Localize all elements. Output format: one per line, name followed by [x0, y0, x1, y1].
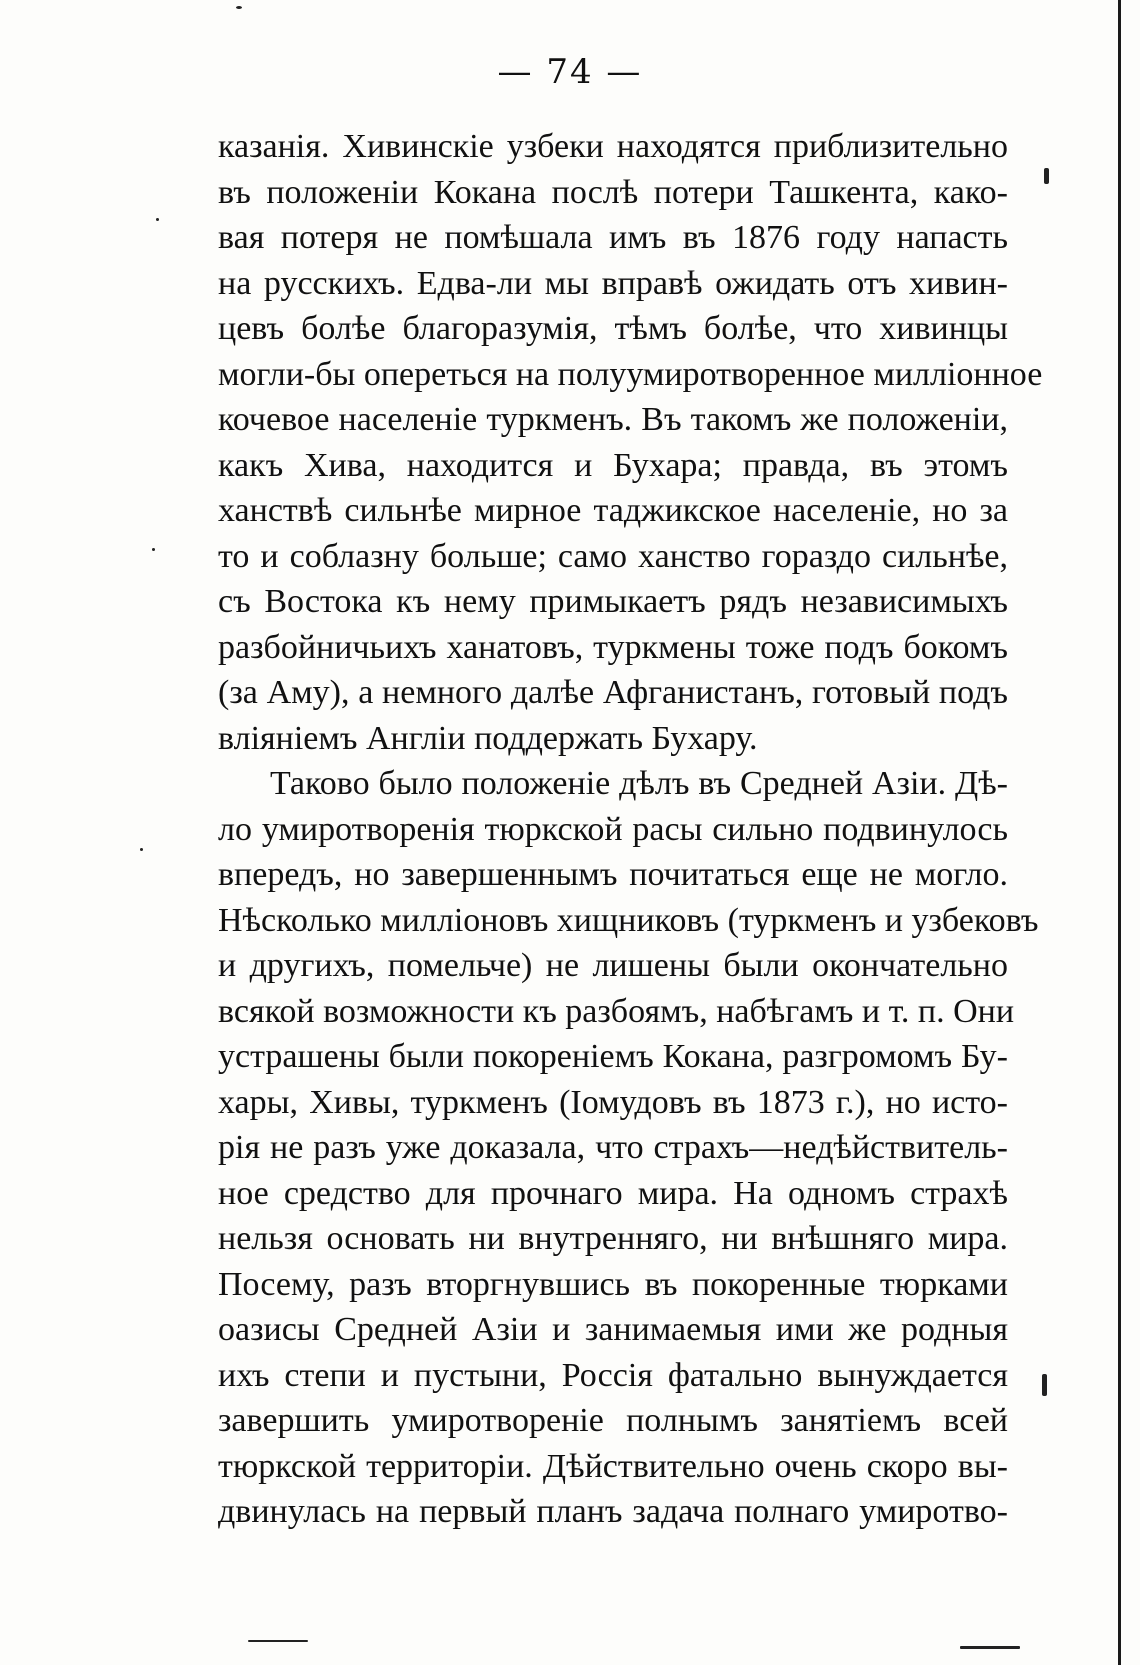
text-line: какъ Хива, находится и Бухара; правда, въ этомъ	[218, 446, 1008, 484]
text-line: ло умиротворенія тюркской расы сильно подвинулось	[218, 810, 1008, 848]
text-line: (за Аму), а немного далѣе Афганистанъ, готовый подъ	[218, 674, 1008, 711]
text-line: на русскихъ. Едва-ли мы вправѣ ожидать отъ хивин-	[218, 264, 1008, 302]
text-line: нельзя основать ни внутренняго, ни внѣшняго мира.	[218, 1220, 1008, 1257]
text-line: Посему, разъ вторгнувшись въ покоренные тюрками	[218, 1265, 1008, 1303]
print-speck	[152, 548, 155, 551]
print-speck	[960, 1646, 1020, 1649]
text-line: вліяніемъ Англіи поддержать Бухару.	[218, 719, 758, 757]
text-line: казанія. Хивинскіе узбеки находятся приблизительно	[218, 128, 1008, 165]
text-line: кочевое населеніе туркменъ. Въ такомъ же положеніи,	[218, 401, 1008, 438]
body-text	[218, 124, 1043, 1535]
text-line: двинулась на первый планъ задача полнаго умиротво-	[218, 1493, 1008, 1530]
text-line: Таково было положеніе дѣлъ въ Средней Азіи. Дѣ-	[270, 765, 1008, 802]
text-line: ихъ степи и пустыни, Россія фатально вынуждается	[218, 1356, 1008, 1394]
page-binding-edge	[1118, 0, 1121, 1665]
text-line: впередъ, но завершеннымъ почитаться еще не могло.	[218, 856, 1008, 893]
text-line: рія не разъ уже доказала, что страхъ—недѣйствитель-	[218, 1129, 1008, 1166]
text-line: устрашены были покореніемъ Кокана, разгромомъ Бу-	[218, 1038, 1008, 1075]
print-speck	[1044, 168, 1049, 184]
text-line: ное средство для прочнаго мира. На одномъ страхѣ	[218, 1174, 1008, 1212]
text-line: тюркской территоріи. Дѣйствительно очень скоро вы-	[218, 1447, 1008, 1485]
print-speck	[236, 6, 242, 9]
text-line: разбойничьихъ ханатовъ, туркмены тоже подъ бокомъ	[218, 628, 1008, 666]
print-speck	[248, 1640, 308, 1642]
text-line: то и соблазну больше; само ханство гораздо сильнѣе,	[218, 537, 1008, 575]
text-line: цевъ болѣе благоразумія, тѣмъ болѣе, что хивинцы	[218, 310, 1008, 347]
page-number: — 74 —	[497, 52, 643, 92]
text-line: ханствѣ сильнѣе мирное таджикское населеніе, но за	[218, 492, 1008, 529]
text-line: Нѣсколько милліоновъ хищниковъ (туркменъ и узбековъ	[218, 901, 1039, 939]
text-line: оазисы Средней Азіи и занимаемыя ими же родныя	[218, 1311, 1008, 1348]
text-line: вая потеря не помѣшала имъ въ 1876 году напасть	[218, 219, 1008, 256]
print-speck	[140, 848, 143, 851]
text-line: завершить умиротвореніе полнымъ занятіемъ всей	[218, 1402, 1008, 1439]
text-line: съ Востока къ нему примыкаетъ рядъ независимыхъ	[218, 583, 1008, 620]
text-line: могли-бы опереться на полуумиротворенное милліонное	[218, 355, 1043, 393]
text-line: хары, Хивы, туркменъ (Іомудовъ въ 1873 г.), но исто-	[218, 1083, 1008, 1121]
text-line: въ положеніи Кокана послѣ потери Ташкента, како-	[218, 173, 1008, 211]
text-line: и другихъ, помельче) не лишены были окончательно	[218, 947, 1008, 984]
print-speck	[1042, 1374, 1047, 1396]
print-speck	[156, 218, 159, 221]
text-line: всякой возможности къ разбоямъ, набѣгамъ и т. п. Они	[218, 992, 1015, 1030]
